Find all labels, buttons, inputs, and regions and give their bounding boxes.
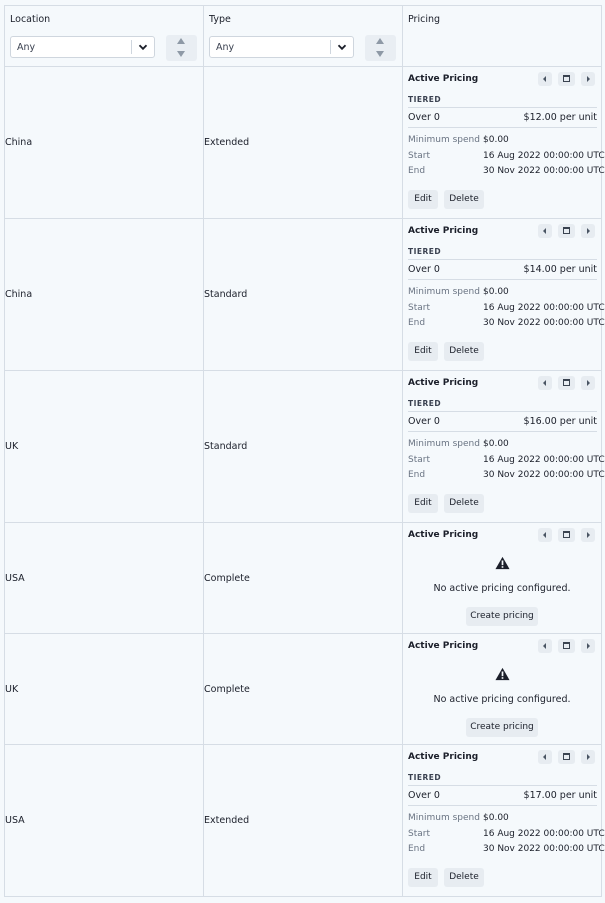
prev-pricing-button[interactable] <box>538 528 552 542</box>
active-pricing-title: Active Pricing <box>408 378 479 388</box>
calendar-icon <box>563 531 570 538</box>
location-value: UK <box>5 441 19 452</box>
type-value: Extended <box>204 815 250 826</box>
start-value: 16 Aug 2022 00:00:00 UTC <box>483 455 605 465</box>
pricing-nav <box>532 750 595 764</box>
type-sort-button[interactable] <box>365 35 396 61</box>
location-filter-select[interactable] <box>10 36 155 58</box>
end-value: 30 Nov 2022 00:00:00 UTC <box>483 166 605 176</box>
next-pricing-button[interactable] <box>581 224 595 238</box>
type-cell <box>204 371 403 523</box>
calendar-icon <box>563 227 570 234</box>
chevron-right-icon <box>587 643 590 649</box>
table-row <box>5 745 602 897</box>
tier-price: $16.00 per unit <box>523 416 597 427</box>
type-cell <box>204 67 403 219</box>
calendar-icon <box>563 379 570 386</box>
minimum-spend-value: $0.00 <box>483 439 509 449</box>
type-value: Complete <box>204 572 250 584</box>
create-pricing-button[interactable]: Create pricing <box>466 718 538 737</box>
pricing-cell <box>403 67 605 219</box>
type-header-label: Type <box>209 14 231 25</box>
tiered-label: TIERED <box>408 773 442 782</box>
minimum-spend-label: Minimum spend <box>408 813 480 823</box>
next-pricing-button[interactable] <box>581 639 595 653</box>
tier-row <box>408 785 597 806</box>
chevron-left-icon <box>543 643 546 649</box>
prev-pricing-button[interactable] <box>538 750 552 764</box>
chevron-down-icon <box>336 41 348 53</box>
table-body <box>5 67 605 897</box>
end-label: End <box>408 844 426 854</box>
tier-price: $12.00 per unit <box>523 112 597 123</box>
tiered-label: TIERED <box>408 399 442 408</box>
pricing-cell <box>403 523 602 634</box>
sort-up-icon <box>376 38 384 44</box>
prev-pricing-button[interactable] <box>538 639 552 653</box>
pricing-actions <box>408 190 605 209</box>
chevron-right-icon <box>587 532 590 538</box>
calendar-button[interactable] <box>558 639 575 653</box>
chevron-left-icon <box>543 754 546 760</box>
end-value: 30 Nov 2022 00:00:00 UTC <box>483 470 605 480</box>
chevron-left-icon <box>543 228 546 234</box>
minimum-spend-label: Minimum spend <box>408 439 480 449</box>
end-label: End <box>408 470 426 480</box>
type-value: Complete <box>204 683 250 695</box>
next-pricing-button[interactable] <box>581 72 595 86</box>
type-filter-value: Any <box>216 42 235 53</box>
pricing-actions <box>408 868 605 887</box>
type-cell <box>204 219 403 371</box>
type-value: Extended <box>204 137 250 148</box>
type-cell <box>204 745 403 897</box>
start-label: Start <box>408 303 430 313</box>
chevron-right-icon <box>587 76 590 82</box>
location-value: China <box>5 137 33 148</box>
prev-pricing-button[interactable] <box>538 72 552 86</box>
minimum-spend-label: Minimum spend <box>408 135 480 145</box>
active-pricing-title: Active Pricing <box>408 530 479 540</box>
location-filter-value: Any <box>17 42 36 53</box>
no-pricing-message: No active pricing configured. <box>433 583 571 594</box>
header-row <box>5 6 602 67</box>
sort-down-icon <box>177 51 185 57</box>
prev-pricing-button[interactable] <box>538 224 552 238</box>
end-value: 30 Nov 2022 00:00:00 UTC <box>483 844 605 854</box>
warning-icon <box>495 667 510 681</box>
tier-threshold: Over 0 <box>408 264 440 275</box>
location-cell <box>5 219 204 371</box>
calendar-icon <box>563 753 570 760</box>
delete-button[interactable]: Delete <box>444 342 484 361</box>
location-sort-button[interactable] <box>166 35 197 61</box>
pricing-nav <box>532 224 595 238</box>
calendar-icon <box>563 642 570 649</box>
calendar-button[interactable] <box>558 376 575 390</box>
no-pricing-message: No active pricing configured. <box>433 694 571 705</box>
minimum-spend-value: $0.00 <box>483 287 509 297</box>
delete-button[interactable]: Delete <box>444 868 484 887</box>
start-label: Start <box>408 455 430 465</box>
table-row <box>5 523 602 634</box>
chevron-down-icon <box>137 41 149 53</box>
next-pricing-button[interactable] <box>581 750 595 764</box>
minimum-spend-value: $0.00 <box>483 135 509 145</box>
warning-icon <box>495 556 510 570</box>
chevron-right-icon <box>587 380 590 386</box>
tier-row <box>408 259 597 280</box>
chevron-left-icon <box>543 76 546 82</box>
chevron-right-icon <box>587 228 590 234</box>
edit-button[interactable]: Edit <box>408 342 438 361</box>
type-filter-select[interactable] <box>209 36 354 58</box>
edit-button[interactable]: Edit <box>408 868 438 887</box>
pricing-nav <box>532 376 595 390</box>
active-pricing-title: Active Pricing <box>408 74 479 84</box>
tier-row <box>408 411 597 432</box>
location-column-header <box>5 6 204 67</box>
active-pricing-title: Active Pricing <box>408 752 479 762</box>
pricing-nav <box>532 72 595 86</box>
table-row <box>5 371 602 523</box>
pricing-cell <box>403 634 602 745</box>
pricing-actions <box>408 494 605 513</box>
location-cell <box>5 67 204 219</box>
sort-up-icon <box>177 38 185 44</box>
edit-button[interactable]: Edit <box>408 190 438 209</box>
delete-button[interactable]: Delete <box>444 494 484 513</box>
tiered-label: TIERED <box>408 95 442 104</box>
table-row <box>5 634 602 745</box>
tier-row <box>408 107 597 128</box>
table-row <box>5 67 602 219</box>
delete-button[interactable]: Delete <box>444 190 484 209</box>
calendar-icon <box>563 75 570 82</box>
pricing-header-label: Pricing <box>408 14 441 25</box>
location-value: China <box>5 289 33 300</box>
start-label: Start <box>408 151 430 161</box>
create-pricing-button[interactable]: Create pricing <box>466 607 538 626</box>
calendar-button[interactable] <box>558 72 575 86</box>
pricing-nav <box>532 528 595 542</box>
start-label: Start <box>408 829 430 839</box>
chevron-left-icon <box>543 380 546 386</box>
end-value: 30 Nov 2022 00:00:00 UTC <box>483 318 605 328</box>
calendar-button[interactable] <box>558 750 575 764</box>
pricing-nav <box>532 639 595 653</box>
type-column-header <box>204 6 403 67</box>
minimum-spend-value: $0.00 <box>483 813 509 823</box>
chevron-left-icon <box>543 532 546 538</box>
tiered-label: TIERED <box>408 247 442 256</box>
prev-pricing-button[interactable] <box>538 376 552 390</box>
active-pricing-title: Active Pricing <box>408 641 479 651</box>
location-cell <box>5 634 204 745</box>
end-label: End <box>408 318 426 328</box>
tier-threshold: Over 0 <box>408 112 440 123</box>
tier-price: $14.00 per unit <box>523 264 597 275</box>
pricing-cell <box>403 745 605 897</box>
active-pricing-title: Active Pricing <box>408 226 479 236</box>
location-cell <box>5 523 204 634</box>
tier-price: $17.00 per unit <box>523 790 597 801</box>
table-row <box>5 219 602 371</box>
start-value: 16 Aug 2022 00:00:00 UTC <box>483 151 605 161</box>
type-cell <box>204 523 403 634</box>
type-value: Standard <box>204 289 248 300</box>
end-label: End <box>408 166 426 176</box>
location-cell <box>5 745 204 897</box>
start-value: 16 Aug 2022 00:00:00 UTC <box>483 303 605 313</box>
location-cell <box>5 371 204 523</box>
location-value: USA <box>5 815 25 826</box>
location-value: UK <box>5 683 19 695</box>
pricing-actions <box>408 342 605 361</box>
tier-threshold: Over 0 <box>408 416 440 427</box>
location-value: USA <box>5 572 25 584</box>
start-value: 16 Aug 2022 00:00:00 UTC <box>483 829 605 839</box>
calendar-button[interactable] <box>558 528 575 542</box>
next-pricing-button[interactable] <box>581 376 595 390</box>
minimum-spend-label: Minimum spend <box>408 287 480 297</box>
pricing-column-header <box>403 6 602 67</box>
chevron-right-icon <box>587 754 590 760</box>
calendar-button[interactable] <box>558 224 575 238</box>
sort-down-icon <box>376 51 384 57</box>
type-value: Standard <box>204 441 248 452</box>
location-header-label: Location <box>10 14 51 25</box>
next-pricing-button[interactable] <box>581 528 595 542</box>
pricing-cell <box>403 371 605 523</box>
pricing-table <box>4 5 605 897</box>
pricing-cell <box>403 219 605 371</box>
edit-button[interactable]: Edit <box>408 494 438 513</box>
type-cell <box>204 634 403 745</box>
tier-threshold: Over 0 <box>408 790 440 801</box>
